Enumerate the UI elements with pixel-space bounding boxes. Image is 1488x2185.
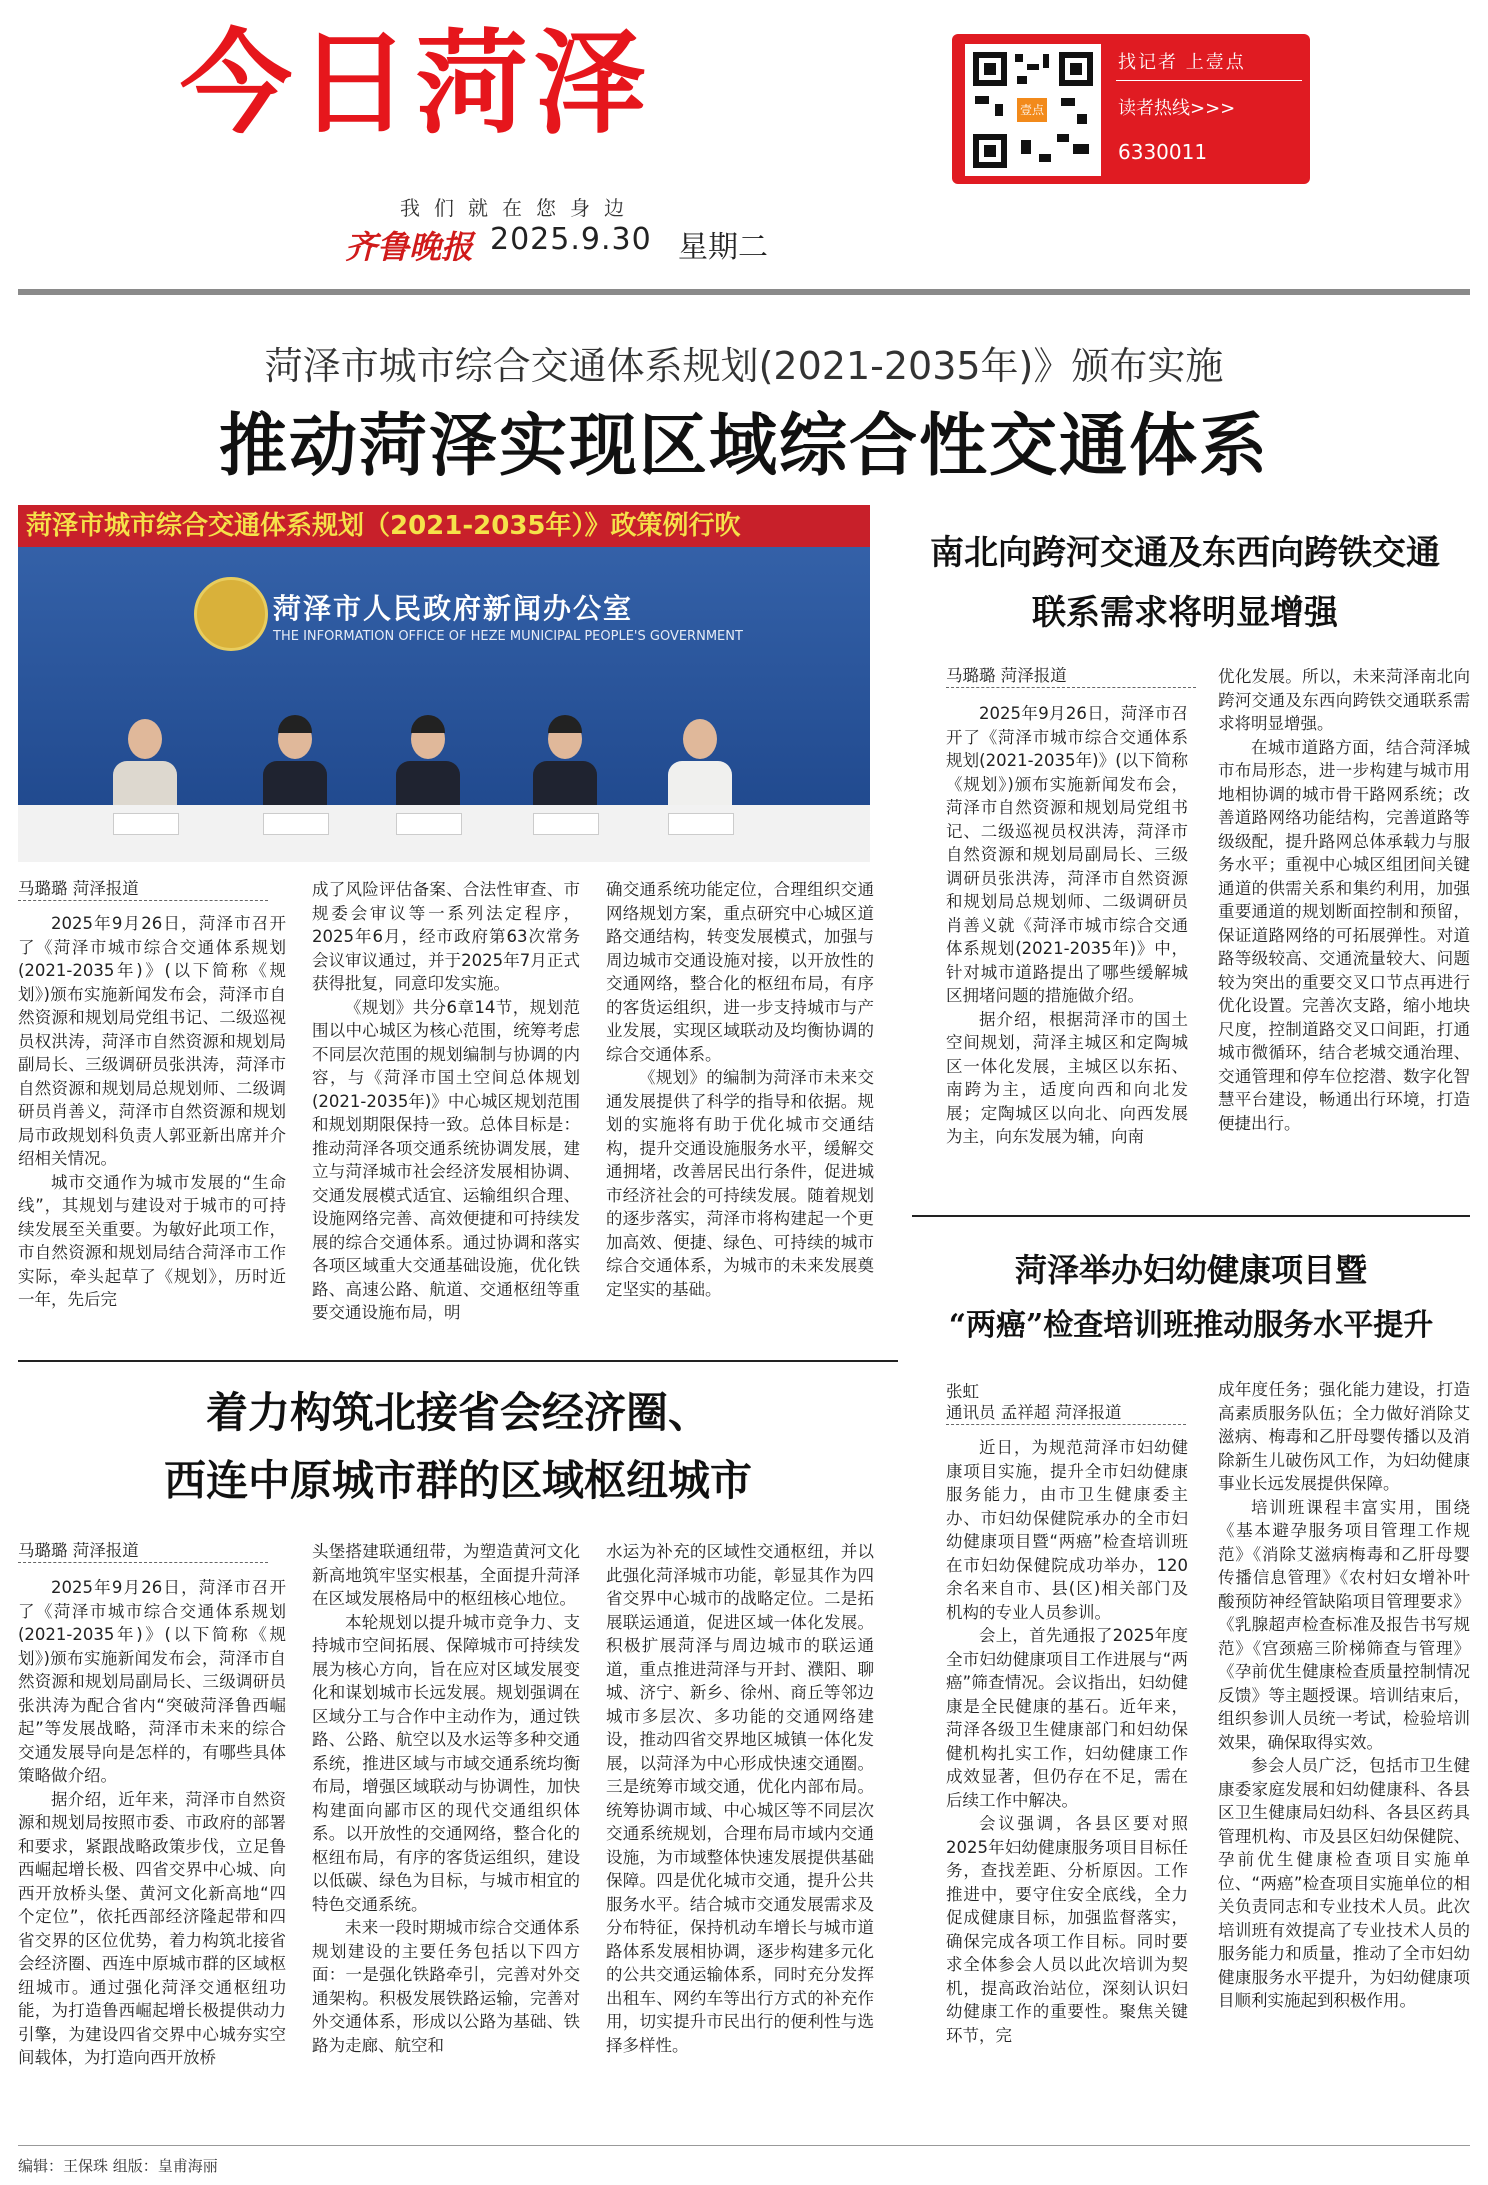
story2-column-1 [946, 702, 1188, 1149]
nameplate [263, 813, 329, 835]
qr-code-icon [965, 44, 1101, 176]
section-divider [912, 1215, 1470, 1217]
paragraph: 培训班课程丰富实用，围绕《基本避孕服务项目管理工作规范》《消除艾滋病梅毒和乙肝母婴传播信息管理》《农村妇女增补叶酸预防神经管缺陷项目管理要求》《乳腺超声检查标准及报告书写规范》《宫颈癌三阶梯筛查与管理》《孕前优生健康检查质量控制情况反馈》等主题授课。培训结束后，组织参训人员统一考试，检验培训效果，确保取得实效。 [1218, 1497, 1470, 1752]
paragraph: 会议强调，各县区要对照2025年妇幼健康服务项目目标任务，查找差距、分析原因。工作推进中，要守住安全底线，全力促成健康目标，加强监督落实，确保完成各项工作目标。同时要求全体参会人员以此次培训为契机，提高政治站位，深刻认识妇幼健康工作的重要性。聚焦关键环节，完 [946, 1814, 1188, 2045]
paragraph: 成了风险评估备案、合法性审查、市规委会审议等一系列法定程序，2025年6月，经市政府第63次常务会议审议通过，并于2025年7月正式获得批复，同意印发实施。 [312, 880, 580, 993]
paragraph: 2025年9月26日，菏泽市召开了《菏泽市城市综合交通体系规划(2021-2035年)》(以下简称《规划》)颁布实施新闻发布会，菏泽市自然资源和规划局党组书记、二级巡视员权洪涛，菏泽市自然资源和规划局副局长、三级调研员张洪涛，菏泽市自然资源和规划局总规划师、二级调研员肖善义，菏泽市自然资源和规划局市政规划科负责人郭亚新出席并介绍相关情况。 [18, 914, 286, 1168]
box-line-1: 找记者 上壹点 [1118, 52, 1246, 73]
photo-banner: 菏泽市城市综合交通体系规划（2021-2035年）》政策例行吹 [18, 505, 870, 547]
story3-byline: 马璐璐 菏泽报道 [18, 1540, 268, 1563]
footer-rule [18, 2145, 1470, 2146]
story3-column-1 [18, 1576, 286, 2070]
paragraph: 近日，为规范菏泽市妇幼健康项目实施，提升全市妇幼健康服务能力，由市卫生健康委主办、市妇幼保健院承办的全市妇幼健康项目暨“两癌”检查培训班在市妇幼保健院成功举办，120余名来自市、县(区)相关部门及机构的专业人员参训。 [946, 1438, 1188, 1622]
lead-column-2 [312, 878, 580, 1325]
lead-column-1 [18, 912, 286, 1312]
paragraph: 据介绍，近年来，菏泽市自然资源和规划局按照市委、市政府的部署和要求，紧跟战略政策步伐，立足鲁西崛起增长极、四省交界中心城、向西开放桥头堡、黄河文化新高地“四个定位”，依托西部经济隆起带和四省交界的区位优势，着力构筑北接省会经济圈、西连中原城市群的区域枢纽城市。通过强化菏泽交通枢纽功能，为打造鲁西崛起增长极提供动力引擎，为建设四省交界中心城夯实空间载体，为打造向西开放桥 [18, 1789, 286, 2067]
person-figure [113, 719, 177, 805]
person-figure [396, 719, 460, 805]
story3-column-3 [606, 1540, 874, 2057]
footer-credits: 编辑：王保珠 组版：皇甫海丽 [18, 2157, 218, 2175]
story3-title-line2: 西连中原城市群的区域枢纽城市 [163, 1456, 752, 1505]
story4-byline: 通讯员 孟祥超 菏泽报道 [946, 1402, 1186, 1425]
nameplate [113, 813, 179, 835]
paragraph: 城市交通作为城市发展的“生命线”，其规划与建设对于城市的可持续发展至关重要。为敏好此项工作，市自然资源和规划局结合菏泽市工作实际，牵头起草了《规划》，历时近一年，先后完 [18, 1172, 286, 1309]
box-divider [1116, 80, 1302, 81]
person-figure [668, 719, 732, 805]
photo-backdrop-subtitle: THE INFORMATION OFFICE OF HEZE MUNICIPAL PEOPLE'S GOVERNMENT [273, 629, 743, 644]
issue-weekday: 星期二 [678, 230, 768, 265]
paragraph: 确交通系统功能定位，合理组织交通网络规划方案，重点研究中心城区道路交通结构，转变发展模式，加强与周边城市交通设施对接，以开放性的交通网络，整合化的枢纽布局，有序的客货运组织，进一步支持城市与产业发展，实现区域联动及均衡协调的综合交通体系。 [606, 880, 874, 1064]
masthead-slogan: 我们就在您身边 [400, 196, 638, 220]
story4-column-1 [946, 1436, 1188, 2047]
nameplate [533, 813, 599, 835]
paragraph: 本轮规划以提升城市竞争力、支持城市空间拓展、保障城市可持续发展为核心方向，旨在应对区域发展变化和谋划城市长远发展。规划强调在区域分工与合作中主动作为，通过铁路、公路、航空以及水运等多种交通系统，推进区域与市域交通系统均衡布局，增强区域联动与协调性，加快构建面向鄙市区的现代交通组织体系。以开放性的交通网络，整合化的枢纽布局，有序的客货运组织，建设以低碳、绿色为目标，与城市相宜的特色交通系统。 [312, 1612, 580, 1914]
photo-backdrop-title: 菏泽市人民政府新闻办公室 [273, 592, 634, 625]
story3-column-2 [312, 1540, 580, 2057]
masthead-logo: 今日菏泽 [180, 19, 652, 149]
story3-title-line1: 着力构筑北接省会经济圈、 [205, 1388, 710, 1437]
lead-title: 推动菏泽实现区域综合性交通体系 [218, 406, 1269, 486]
paragraph: 2025年9月26日，菏泽市召开了《菏泽市城市综合交通体系规划(2021-2035年)》(以下简称《规划》)颁布实施新闻发布会，菏泽市自然资源和规划局党组书记、二级巡视员权洪涛，菏泽市自然资源和规划局副局长、三级调研员张洪涛，菏泽市自然资源和规划局总规划师、二级调研员肖善义就《菏泽市城市综合交通体系规划(2021-2035年)》中，针对城市道路提出了哪些缓解城区拥堵问题的措施做介绍。 [946, 704, 1188, 1005]
lead-column-3 [606, 878, 874, 1301]
paragraph: 未来一段时期城市综合交通体系规划建设的主要任务包括以下四方面：一是强化铁路牵引，完善对外交通架构。积极发展铁路运输，完善对外交通体系，形成以公路为基础、铁路为走廊、航空和 [312, 1918, 580, 2055]
paragraph: 2025年9月26日，菏泽市召开了《菏泽市城市综合交通体系规划(2021-2035年)》(以下简称《规划》)颁布实施新闻发布会，菏泽市自然资源和规划局副局长、三级调研员张洪涛为配合省内“突破菏泽鲁西崛起”等发展战略，菏泽市未来的综合交通发展导向是怎样的，有哪些具体策略做介绍。 [18, 1578, 286, 1785]
paragraph: 头堡搭建联通纽带，为塑造黄河文化新高地筑牢坚实根基，全面提升菏泽在区域发展格局中的枢纽核心地位。 [312, 1542, 580, 1608]
emblem-icon [194, 577, 268, 651]
story2-byline: 马璐璐 菏泽报道 [946, 665, 1196, 688]
lead-kicker: 菏泽市城市综合交通体系规划(2021-2035年)》颁布实施 [264, 344, 1224, 388]
paragraph: 参会人员广泛，包括市卫生健康委家庭发展和妇幼健康科、各县区卫生健康局妇幼科、各县区药具管理机构、市及县区妇幼保健院、孕前优生健康检查项目实施单位、“两癌”检查项目实施单位的相关负责同志和专业技术人员。此次培训班有效提高了专业技术人员的服务能力和质量，推动了全市妇幼健康服务水平提升，为妇幼健康项目顺利实施起到积极作用。 [1218, 1756, 1470, 2010]
story4-column-2 [1218, 1378, 1470, 2013]
paragraph: 《规划》共分6章14节，规划范围以中心城区为核心范围，统筹考虑不同层次范围的规划编制与协调的内容，与《菏泽市国土空间总体规划(2021-2035年)》中心城区规划范围和规划期限保持一致。总体目标是：推动菏泽各项交通系统协调发展，建立与菏泽城市社会经济发展相协调、交通发展模式适宜、运输组织合理、设施网络完善、高效便捷和可持续发展的综合交通体系。通过协调和落实各项区域重大交通基础设施，优化铁路、高速公路、航道、交通枢纽等重要交通设施布局，明 [312, 997, 580, 1322]
story2-title-line2: 联系需求将明显增强 [1032, 593, 1338, 633]
paragraph: 成年度任务；强化能力建设，打造高素质服务队伍；全力做好消除艾滋病、梅毒和乙肝母婴传播以及消除新生儿破伤风工作，为妇幼健康事业长远发展提供保障。 [1218, 1380, 1470, 1493]
box-line-2: 读者热线>>> [1118, 98, 1236, 119]
person-figure [533, 719, 597, 805]
person-figure [263, 719, 327, 805]
brand-name: 齐鲁晚报 [345, 228, 474, 266]
hotline-number: 6330011 [1118, 140, 1208, 164]
paragraph: 在城市道路方面，结合菏泽城市布局形态，进一步构建与城市用地相协调的城市骨干路网系统；改善道路网络功能结构，完善道路等级级配，提升路网总体承载力与服务水平；重视中心城区组团间关键通道的供需关系和集约利用，加强重要通道的规划断面控制和预留，保证道路网络的可拓展弹性。对道路等级较高、交通流量较大、问题较为突出的重要交叉口节点再进行优化设置。完善次支路，缩小地块尺度，控制道路交叉口间距，打通城市微循环，结合老城交通治理、交通管理和停车位挖潜、数字化智慧平台建设，畅通出行环境，打造便捷出行。 [1218, 737, 1470, 1133]
nameplate [396, 813, 462, 835]
story4-title-line2: “两癌”检查培训班推动服务水平提升 [948, 1308, 1434, 1343]
story4-author: 张虹 [946, 1382, 979, 1401]
paragraph: 水运为补充的区域性交通枢纽，并以此强化菏泽城市功能，彰显其作为四省交界中心城市的战略定位。二是拓展联运通道，促进区域一体化发展。积极扩展菏泽与周边城市的联运通道，重点推进菏泽与开封、濮阳、聊城、济宁、新乡、徐州、商丘等邻边城市多层次、多功能的交通网络建设，推动四省交界地区城镇一体化发展，以菏泽为中心形成快速交通圈。三是统筹市域交通，优化内部布局。统筹协调市域、中心城区等不同层次交通系统规划，合理布局市域内交通设施，为市域整体快速发展提供基础保障。四是优化城市交通，提升公共服务水平。结合城市交通发展需求及分布特征，保持机动车增长与城市道路体系发展相协调，逐步构建多元化的公共交通运输体系，同时充分发挥出租车、网约车等出行方式的补充作用，切实提升市民出行的便利性与选择多样性。 [606, 1542, 874, 2055]
masthead-rule [18, 289, 1470, 295]
paragraph: 《规划》的编制为菏泽市未来交通发展提供了科学的指导和依据。规划的实施将有助于优化城市交通结构，提升交通设施服务水平，缓解交通拥堵，改善居民出行条件，促进城市经济社会的可持续发展。随着规划的逐步落实，菏泽市将构建起一个更加高效、便捷、绿色、可持续的城市综合交通体系，为城市的未来发展奠定坚实的基础。 [606, 1068, 874, 1299]
issue-date: 2025.9.30 [490, 222, 652, 257]
story2-title-line1: 南北向跨河交通及东西向跨铁交通 [930, 533, 1440, 573]
paragraph: 据介绍，根据菏泽市的国土空间规划，菏泽主城区和定陶城区一体化发展，主城区以东拓、南跨为主，适度向西和向北发展；定陶城区以向北、向西发展为主，向东发展为辅，向南 [946, 1009, 1188, 1146]
story4-title-line1: 菏泽举办妇幼健康项目暨 [1014, 1251, 1367, 1289]
story2-column-2 [1218, 665, 1470, 1135]
paragraph: 会上，首先通报了2025年度全市妇幼健康项目工作进展与“两癌”筛查情况。会议指出，妇幼健康是全民健康的基石。近年来，菏泽各级卫生健康部门和妇幼保健机构扎实工作，妇幼健康工作成效显著，但仍存在不足，需在后续工作中解决。 [946, 1626, 1188, 1810]
qr-badge: 壹点 [1017, 98, 1047, 122]
section-divider [18, 1360, 898, 1362]
lead-byline: 马璐璐 菏泽报道 [18, 878, 268, 901]
paragraph: 优化发展。所以，未来菏泽南北向跨河交通及东西向跨铁交通联系需求将明显增强。 [1218, 667, 1470, 733]
nameplate [668, 813, 734, 835]
press-conference-photo [18, 505, 870, 862]
